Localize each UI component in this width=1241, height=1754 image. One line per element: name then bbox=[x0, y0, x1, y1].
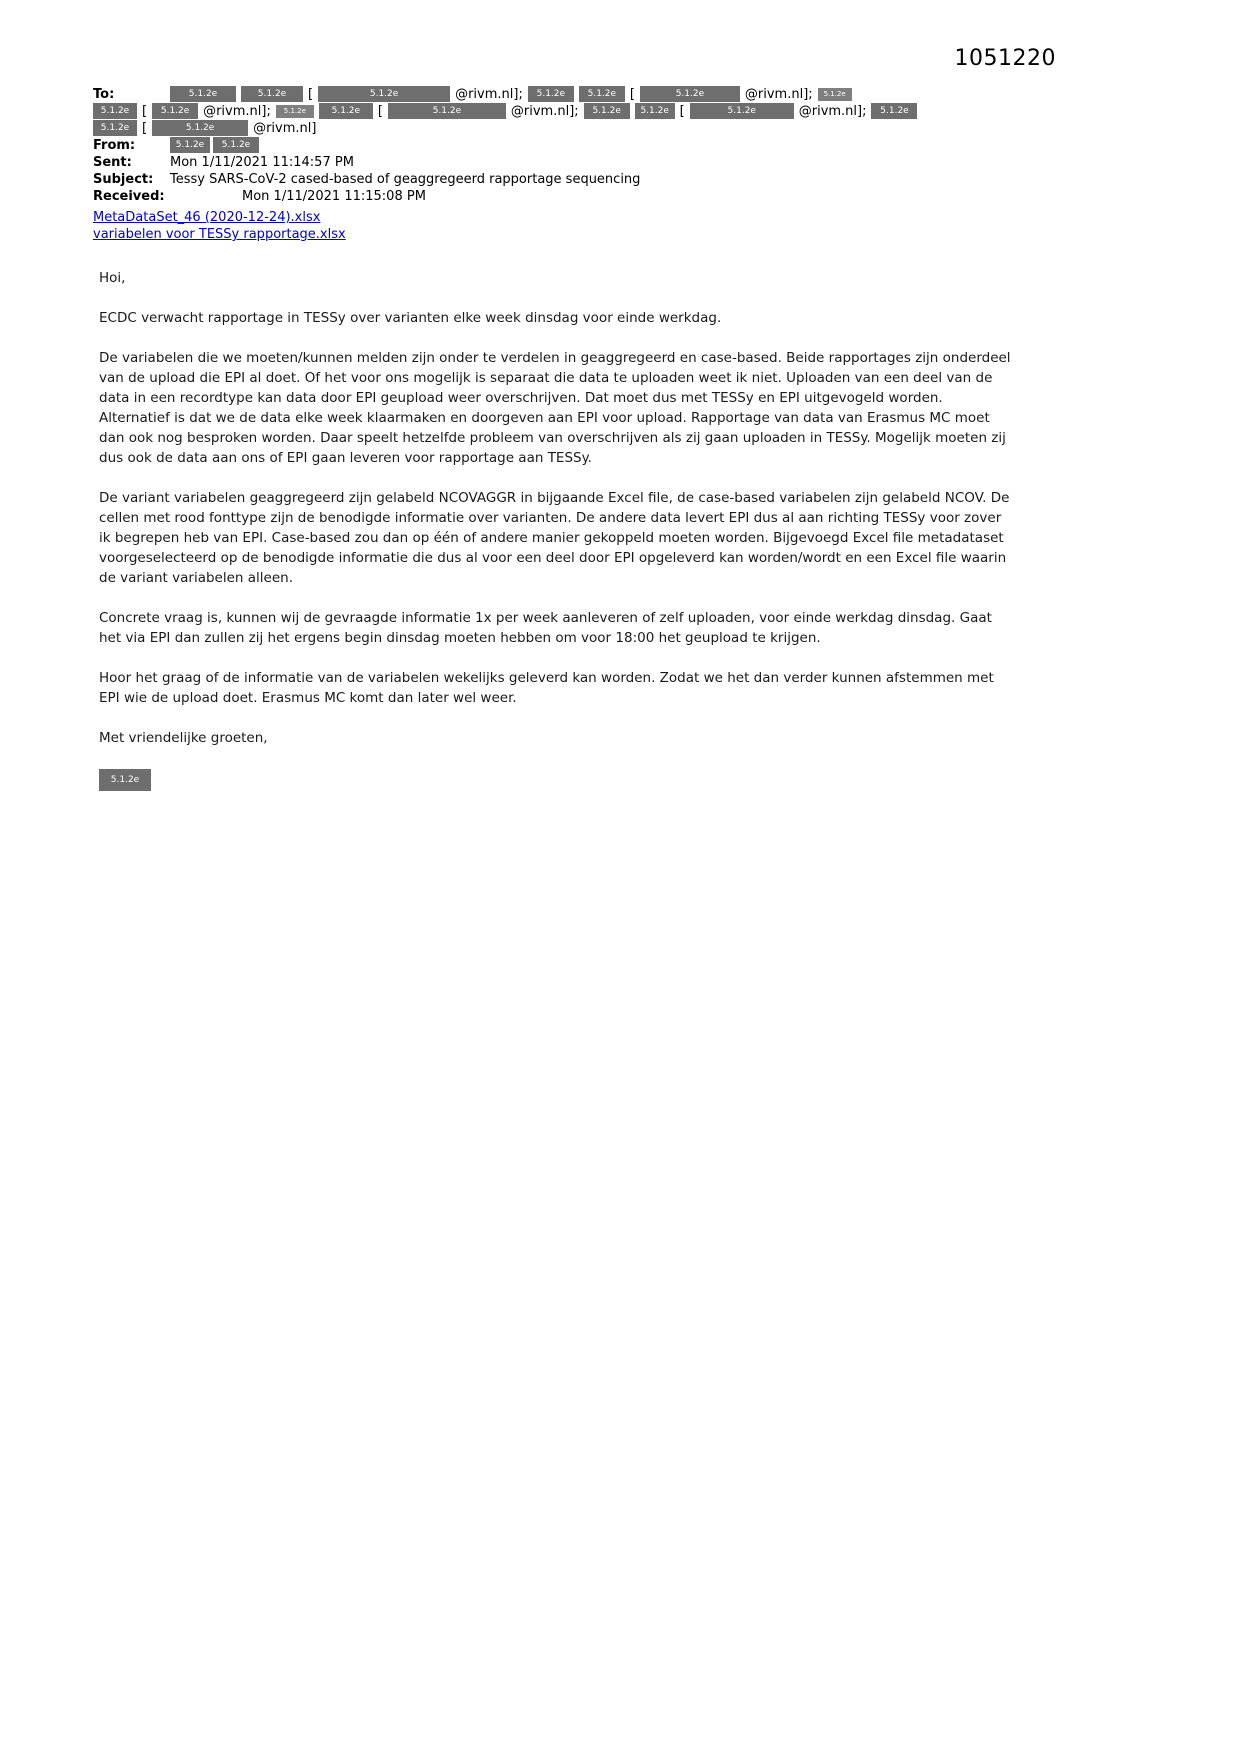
greeting-text: Hoi, bbox=[99, 270, 126, 286]
attachments-list bbox=[93, 210, 1173, 244]
redaction-box: 5.1.2e bbox=[152, 120, 248, 136]
redaction-box: 5.1.2e bbox=[93, 103, 137, 119]
redaction-box: 5.1.2e bbox=[388, 103, 506, 119]
redaction-box-signature: 5.1.2e bbox=[99, 769, 151, 791]
domain-close-text: @rivm.nl] bbox=[253, 120, 317, 136]
from-label: From: bbox=[93, 137, 136, 153]
attachment-item bbox=[93, 227, 1173, 244]
paragraph-4: Concrete vraag is, kunnen wij de gevraagde informatie 1x per week aanleveren of zelf uploaden, voor einde werkdag dinsdag. Gaat het via EPI dan zullen zij het ergens begin dinsdag moeten hebben om voor 18:00 het geupload te krijgen. bbox=[99, 610, 992, 646]
redaction-box: 5.1.2e bbox=[584, 103, 630, 119]
redaction-box-small: 5.1.2e bbox=[818, 88, 852, 101]
to-row-1 bbox=[93, 86, 1173, 102]
redaction-box: 5.1.2e bbox=[871, 103, 917, 119]
email-body bbox=[99, 268, 1015, 791]
domain-text: @rivm.nl]; bbox=[744, 86, 813, 102]
attachment-item bbox=[93, 210, 1173, 227]
redaction-box: 5.1.2e bbox=[213, 137, 259, 153]
subject-value: Tessy SARS-CoV-2 cased-based of geaggregeerd rapportage sequencing bbox=[170, 171, 641, 187]
redaction-box: 5.1.2e bbox=[152, 103, 198, 119]
to-row-2 bbox=[93, 103, 1173, 119]
redaction-box: 5.1.2e bbox=[170, 137, 210, 153]
redaction-box: 5.1.2e bbox=[528, 86, 574, 102]
redaction-box: 5.1.2e bbox=[690, 103, 794, 119]
redaction-box-small: 5.1.2e bbox=[276, 105, 314, 118]
email-header bbox=[93, 86, 1173, 244]
bracket-text: [ bbox=[629, 86, 635, 102]
to-label: To: bbox=[93, 86, 115, 102]
redaction-box: 5.1.2e bbox=[319, 103, 373, 119]
redaction-box: 5.1.2e bbox=[635, 103, 675, 119]
paragraph-1: ECDC verwacht rapportage in TESSy over varianten elke week dinsdag voor einde werkdag. bbox=[99, 310, 722, 326]
page-number: 1051220 bbox=[954, 46, 1056, 71]
received-label: Received: bbox=[93, 188, 165, 204]
domain-text: @rivm.nl]; bbox=[455, 86, 523, 102]
sent-label: Sent: bbox=[93, 154, 132, 170]
redaction-box: 5.1.2e bbox=[640, 86, 740, 102]
received-value: Mon 1/11/2021 11:15:08 PM bbox=[242, 188, 426, 204]
bracket-text: [ bbox=[308, 86, 314, 102]
domain-text: @rivm.nl]; bbox=[798, 103, 867, 119]
to-row-3 bbox=[93, 120, 1173, 136]
paragraph-3: De variant variabelen geaggregeerd zijn gelabeld NCOVAGGR in bijgaande Excel file, de case-based variabelen zijn gelabeld NCOV. De cellen met rood fonttype zijn de benodigde informatie over varianten. De andere data levert EPI dus al aan richting TESSy voor zover ik begrepen heb van EPI. Case-based zou dan op één of andere manier gekoppeld moeten worden. Bijgevoegd Excel file metadataset voorgeselecteerd op de benodigde informatie die dus al voor een deel door EPI opgeleverd kan worden/wordt en een Excel file waarin de variant variabelen alleen. bbox=[99, 490, 1010, 586]
domain-text: @rivm.nl]; bbox=[510, 103, 579, 119]
paragraph-5: Hoor het graag of de informatie van de variabelen wekelijks geleverd kan worden. Zodat we het dan verder kunnen afstemmen met EPI wie de upload doet. Erasmus MC komt dan later wel weer. bbox=[99, 670, 994, 706]
redaction-box: 5.1.2e bbox=[170, 86, 236, 102]
subject-label: Subject: bbox=[93, 171, 154, 187]
attachment-link-variabelen[interactable]: variabelen voor TESSy rapportage.xlsx bbox=[93, 227, 346, 242]
redaction-box: 5.1.2e bbox=[318, 86, 450, 102]
redaction-box: 5.1.2e bbox=[93, 120, 137, 136]
sent-value: Mon 1/11/2021 11:14:57 PM bbox=[170, 154, 354, 170]
bracket-text: [ bbox=[142, 120, 148, 136]
bracket-text: [ bbox=[377, 103, 383, 119]
attachment-link-metadataset[interactable]: MetaDataSet_46 (2020-12-24).xlsx bbox=[93, 210, 321, 225]
redaction-box: 5.1.2e bbox=[579, 86, 625, 102]
received-row bbox=[93, 188, 1173, 204]
signature-block bbox=[99, 768, 1015, 791]
closing-text: Met vriendelijke groeten, bbox=[99, 730, 268, 746]
bracket-text: [ bbox=[679, 103, 685, 119]
redaction-box: 5.1.2e bbox=[241, 86, 303, 102]
subject-row bbox=[93, 171, 1173, 187]
from-row bbox=[93, 137, 1173, 153]
bracket-text: [ bbox=[142, 103, 148, 119]
paragraph-2: De variabelen die we moeten/kunnen melden zijn onder te verdelen in geaggregeerd en case-based. Beide rapportages zijn onderdeel van de upload die EPI al doet. Of het voor ons mogelijk is separaat die data te uploaden weet ik niet. Uploaden van een deel van de data in een recordtype kan data door EPI geupload weer overschrijven. Dat moet dus met TESSy en EPI uitgevogeld worden. Alternatief is dat we de data elke week klaarmaken en doorgeven aan EPI voor upload. Rapportage van data van Erasmus MC moet dan ook nog besproken worden. Daar speelt hetzelfde probleem van overschrijven als zij gaan uploaden in TESSy. Mogelijk moeten zij dus ook de data aan ons of EPI gaan leveren voor rapportage aan TESSy. bbox=[99, 350, 1011, 466]
domain-text: @rivm.nl]; bbox=[203, 103, 271, 119]
sent-row bbox=[93, 154, 1173, 170]
